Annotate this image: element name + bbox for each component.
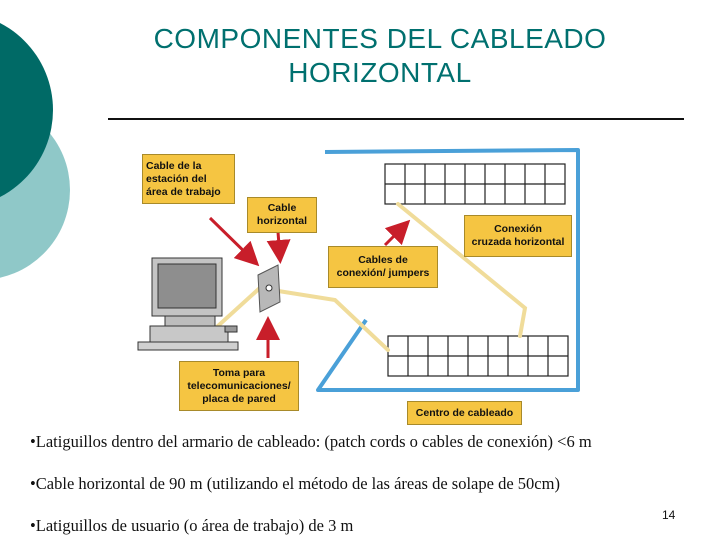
label-cable-estacion-line1: Cable de la (146, 159, 202, 172)
label-centro-cableado (407, 401, 522, 425)
label-cable-horizontal-line2: horizontal (256, 215, 308, 227)
label-conexion-cruzada-line2: cruzada horizontal (471, 236, 565, 248)
page-title (100, 22, 660, 90)
decorative-circles (0, 0, 80, 300)
page-number: 14 (662, 508, 676, 522)
label-cable-horizontal-line1: Cable (267, 202, 297, 214)
bullet-item: •Latiguillos dentro del armario de cableado: (patch cords o cables de conexión) <6 m (30, 432, 592, 451)
label-toma-line2: telecomunicaciones/ (187, 379, 291, 392)
wall-plate (258, 265, 280, 312)
computer-icon (138, 258, 238, 350)
label-cables-conexion-line2: conexión/ jumpers (336, 267, 430, 279)
label-conexion-cruzada (464, 215, 572, 257)
title-underline (108, 118, 684, 120)
label-cable-estacion (142, 154, 235, 204)
label-cable-horizontal (247, 197, 317, 233)
label-cable-estacion-line2: estación del (146, 172, 207, 185)
bullet-item: •Cable horizontal de 90 m (utilizando el método de las áreas de solape de 50cm) (30, 474, 560, 493)
label-toma (179, 361, 299, 411)
bullet-item: •Latiguillos de usuario (o área de trabajo) de 3 m (30, 516, 354, 535)
title-line-2: HORIZONTAL (288, 57, 472, 88)
label-toma-line1: Toma para (212, 366, 266, 379)
patch-panel-bottom (388, 336, 568, 376)
arrow-horizontal (278, 232, 280, 258)
patch-panel-top (385, 164, 565, 204)
label-cables-conexion (328, 246, 438, 288)
bullet-list (30, 432, 670, 558)
title-line-1: COMPONENTES DEL CABLEADO (153, 23, 607, 54)
label-conexion-cruzada-line1: Conexión (494, 223, 542, 235)
label-centro-cableado-line1: Centro de cableado (415, 406, 514, 419)
label-toma-line3: placa de pared (202, 392, 276, 405)
arrow-jumpers (385, 224, 406, 245)
horizontal-cable (272, 290, 388, 350)
label-cable-estacion-line3: área de trabajo (146, 185, 221, 198)
label-cables-conexion-line1: Cables de (358, 254, 408, 266)
